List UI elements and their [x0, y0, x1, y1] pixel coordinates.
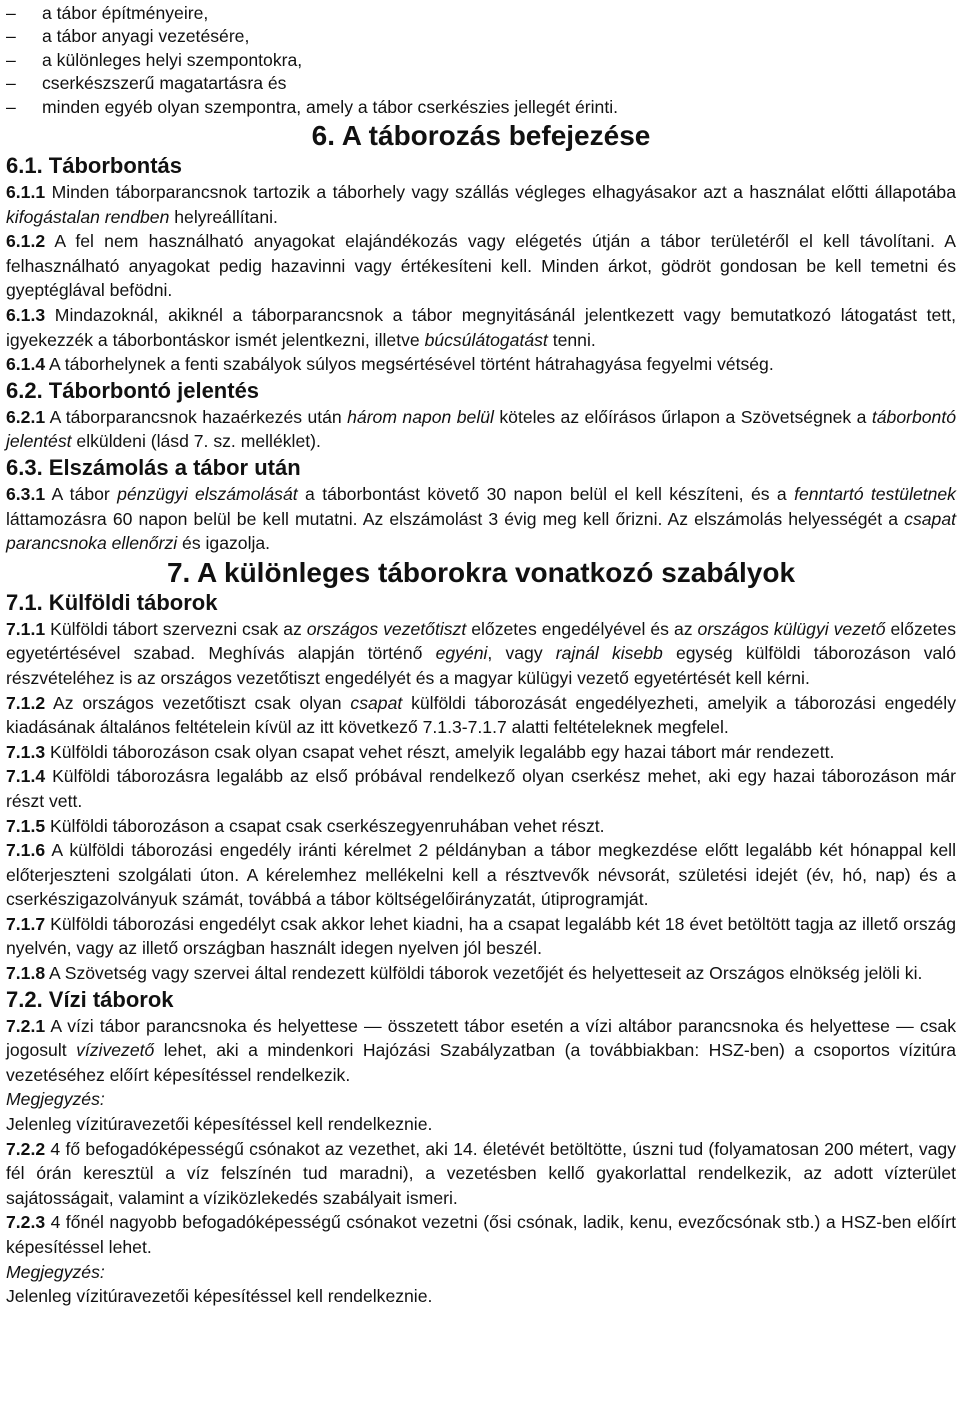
section-6-2-heading: 6.2. Táborbontó jelentés	[6, 377, 260, 403]
note-label: Megjegyzés:	[6, 1089, 105, 1110]
section-6-title: 6. A táborozás befejezése	[311, 120, 651, 152]
rule-6-2-1: 6.2.1 A táborparancsnok hazaérkezés után három napon belül köteles az előírásos űrlapon a Szövetségnek a táborbontó jelentést elküldeni (lásd 7. sz. melléklet).	[6, 406, 956, 452]
list-item: – a tábor építményeire,	[6, 2, 956, 25]
list-item: – minden egyéb olyan szempontra, amely a tábor cserkészies jellegét érinti.	[6, 96, 956, 119]
rule-6-3-1: 6.3.1 A tábor pénzügyi elszámolását a táborbontást követő 30 napon belül el kell készíteni, és a fenntartó testületnek láttamozásra 60 napon belül be kell mutatni. Az elszámolást 3 évig meg kell őrizni. Az elszámolás helyességét a csapat parancsnoka ellenőrzi és igazolja.	[6, 483, 956, 554]
rule-7-2-2: 7.2.2 4 fő befogadóképességű csónakot az vezethet, aki 14. életévét betöltötte, úszni tud (folyamatosan 200 métert, vagy fél órán keresztül a víz felszínén tud maradni), a vezetésben kellő gyakorlattal rendelkezik, az adott vízterület sajátosságait, valamint a víziközlekedés szabályait ismeri.	[6, 1138, 956, 1208]
section-7-2-heading: 7.2. Vízi táborok	[6, 986, 174, 1012]
section-6-3-heading: 6.3. Elszámolás a tábor után	[6, 454, 301, 480]
rule-7-1-4: 7.1.4 Külföldi táborozásra legalább az első próbával rendelkező olyan cserkész mehet, aki egy hazai táborozáson már részt vett.	[6, 766, 956, 811]
rule-7-2-1: 7.2.1 A vízi tábor parancsnoka és helyettese — összetett tábor esetén a vízi altábor parancsnoka és helyettese — csak jogosult vízivezető lehet, aki a mindenkori Hajózási Szabályzatban (a továbbiakban: HSZ-ben) a csoportos vízitúra vezetéséhez előírt képesítéssel rendelkezik.	[6, 1015, 956, 1085]
list-item: – cserkészszerű magatartásra és	[6, 72, 956, 95]
rule-7-1-5: 7.1.5 Külföldi táborozáson a csapat csak cserkészegyenruhában vehet részt.	[6, 815, 605, 836]
rule-7-1-2: 7.1.2 Az országos vezetőtiszt csak olyan csapat külföldi táborozását engedélyezheti, amelyik a táborozási engedély kiadásának általános feltételein kívül az itt következő 7.1.3-7.1.7 alatti feltételeknek megfelel.	[6, 692, 956, 738]
section-6-1-heading: 6.1. Táborbontás	[6, 153, 183, 179]
section-7-title: 7. A különleges táborokra vonatkozó szabályok	[166, 556, 796, 588]
rule-6-1-4: 6.1.4 A táborhelynek a fenti szabályok súlyos megsértésével történt hátrahagyása fegyelmi vétség.	[6, 354, 774, 375]
note-text: Jelenleg vízitúravezetői képesítéssel kell rendelkeznie.	[6, 1286, 433, 1307]
note-text: Jelenleg vízitúravezetői képesítéssel kell rendelkeznie.	[6, 1114, 433, 1135]
bullet-list	[6, 0, 956, 119]
section-7-1-heading: 7.1. Külföldi táborok	[6, 589, 218, 615]
rule-7-1-8: 7.1.8 A Szövetség vagy szervei által rendezett külföldi táborok vezetőjét és helyetteseit az Országos elnökség jelöli ki.	[6, 963, 923, 984]
note-label: Megjegyzés:	[6, 1261, 105, 1282]
rule-6-1-2: 6.1.2 A fel nem használható anyagokat elajándékozás vagy elégetés útján a tábor területéről el kell távolítani. A felhasználható anyagokat pedig hazavinni vagy értékesíteni kell. Minden árkot, gödröt gondosan be kell temetni és gyeptéglával befödni.	[6, 231, 956, 301]
rule-7-1-1: 7.1.1 Külföldi tábort szervezni csak az országos vezetőtiszt előzetes engedélyével és az országos külügyi vezető előzetes egyetértésével szabad. Meghívás alapján történő egyéni, vagy rajnál kisebb egység külföldi táborozáson való részvételéhez is az országos vezetőtiszt engedélyét és a magyar külügyi vezető egyetértését kell kérni.	[6, 618, 956, 688]
rule-6-1-3: 6.1.3 Mindazoknál, akiknél a táborparancsnok a tábor megnyitásánál jelentkezett vagy bemutatkozó látogatást tett, igyekezzék a táborbontáskor ismét jelentkezni, illetve búcsúlátogatást tenni.	[6, 305, 956, 350]
rule-7-2-3: 7.2.3 4 főnél nagyobb befogadóképességű csónakot vezetni (ősi csónak, ladik, kenu, evezőcsónak stb.) a HSZ-ben előírt képesítéssel lehet.	[6, 1212, 956, 1257]
list-item: – a tábor anyagi vezetésére,	[6, 25, 956, 48]
list-item: – a különleges helyi szempontokra,	[6, 49, 956, 72]
rule-7-1-6: 7.1.6 A külföldi táborozási engedély iránti kérelmet 2 példányban a tábor megkezdése előtt legalább két hónappal kell előterjeszteni szolgálati úton. A kérelemhez mellékelni kell a résztvevők névsorát, születési idejét (év, hó, nap) és a cserkészigazolványuk számát, továbbá a tábor költségelőirányzatát, útiprogramját.	[6, 840, 956, 910]
rule-7-1-3: 7.1.3 Külföldi táborozáson csak olyan csapat vehet részt, amelyik legalább egy hazai tábort már rendezett.	[6, 741, 835, 762]
rule-7-1-7: 7.1.7 Külföldi táborozási engedélyt csak akkor lehet kiadni, ha a csapat legalább két 18 évet betöltött tagja az illető ország nyelvén, vagy az illető országban használt idegen nyelven jól beszél.	[6, 913, 956, 959]
rule-6-1-1: 6.1.1 Minden táborparancsnok tartozik a táborhely vagy szállás végleges elhagyásakor azt a használat előtti állapotába kifogástalan rendben helyreállítani.	[6, 182, 956, 227]
